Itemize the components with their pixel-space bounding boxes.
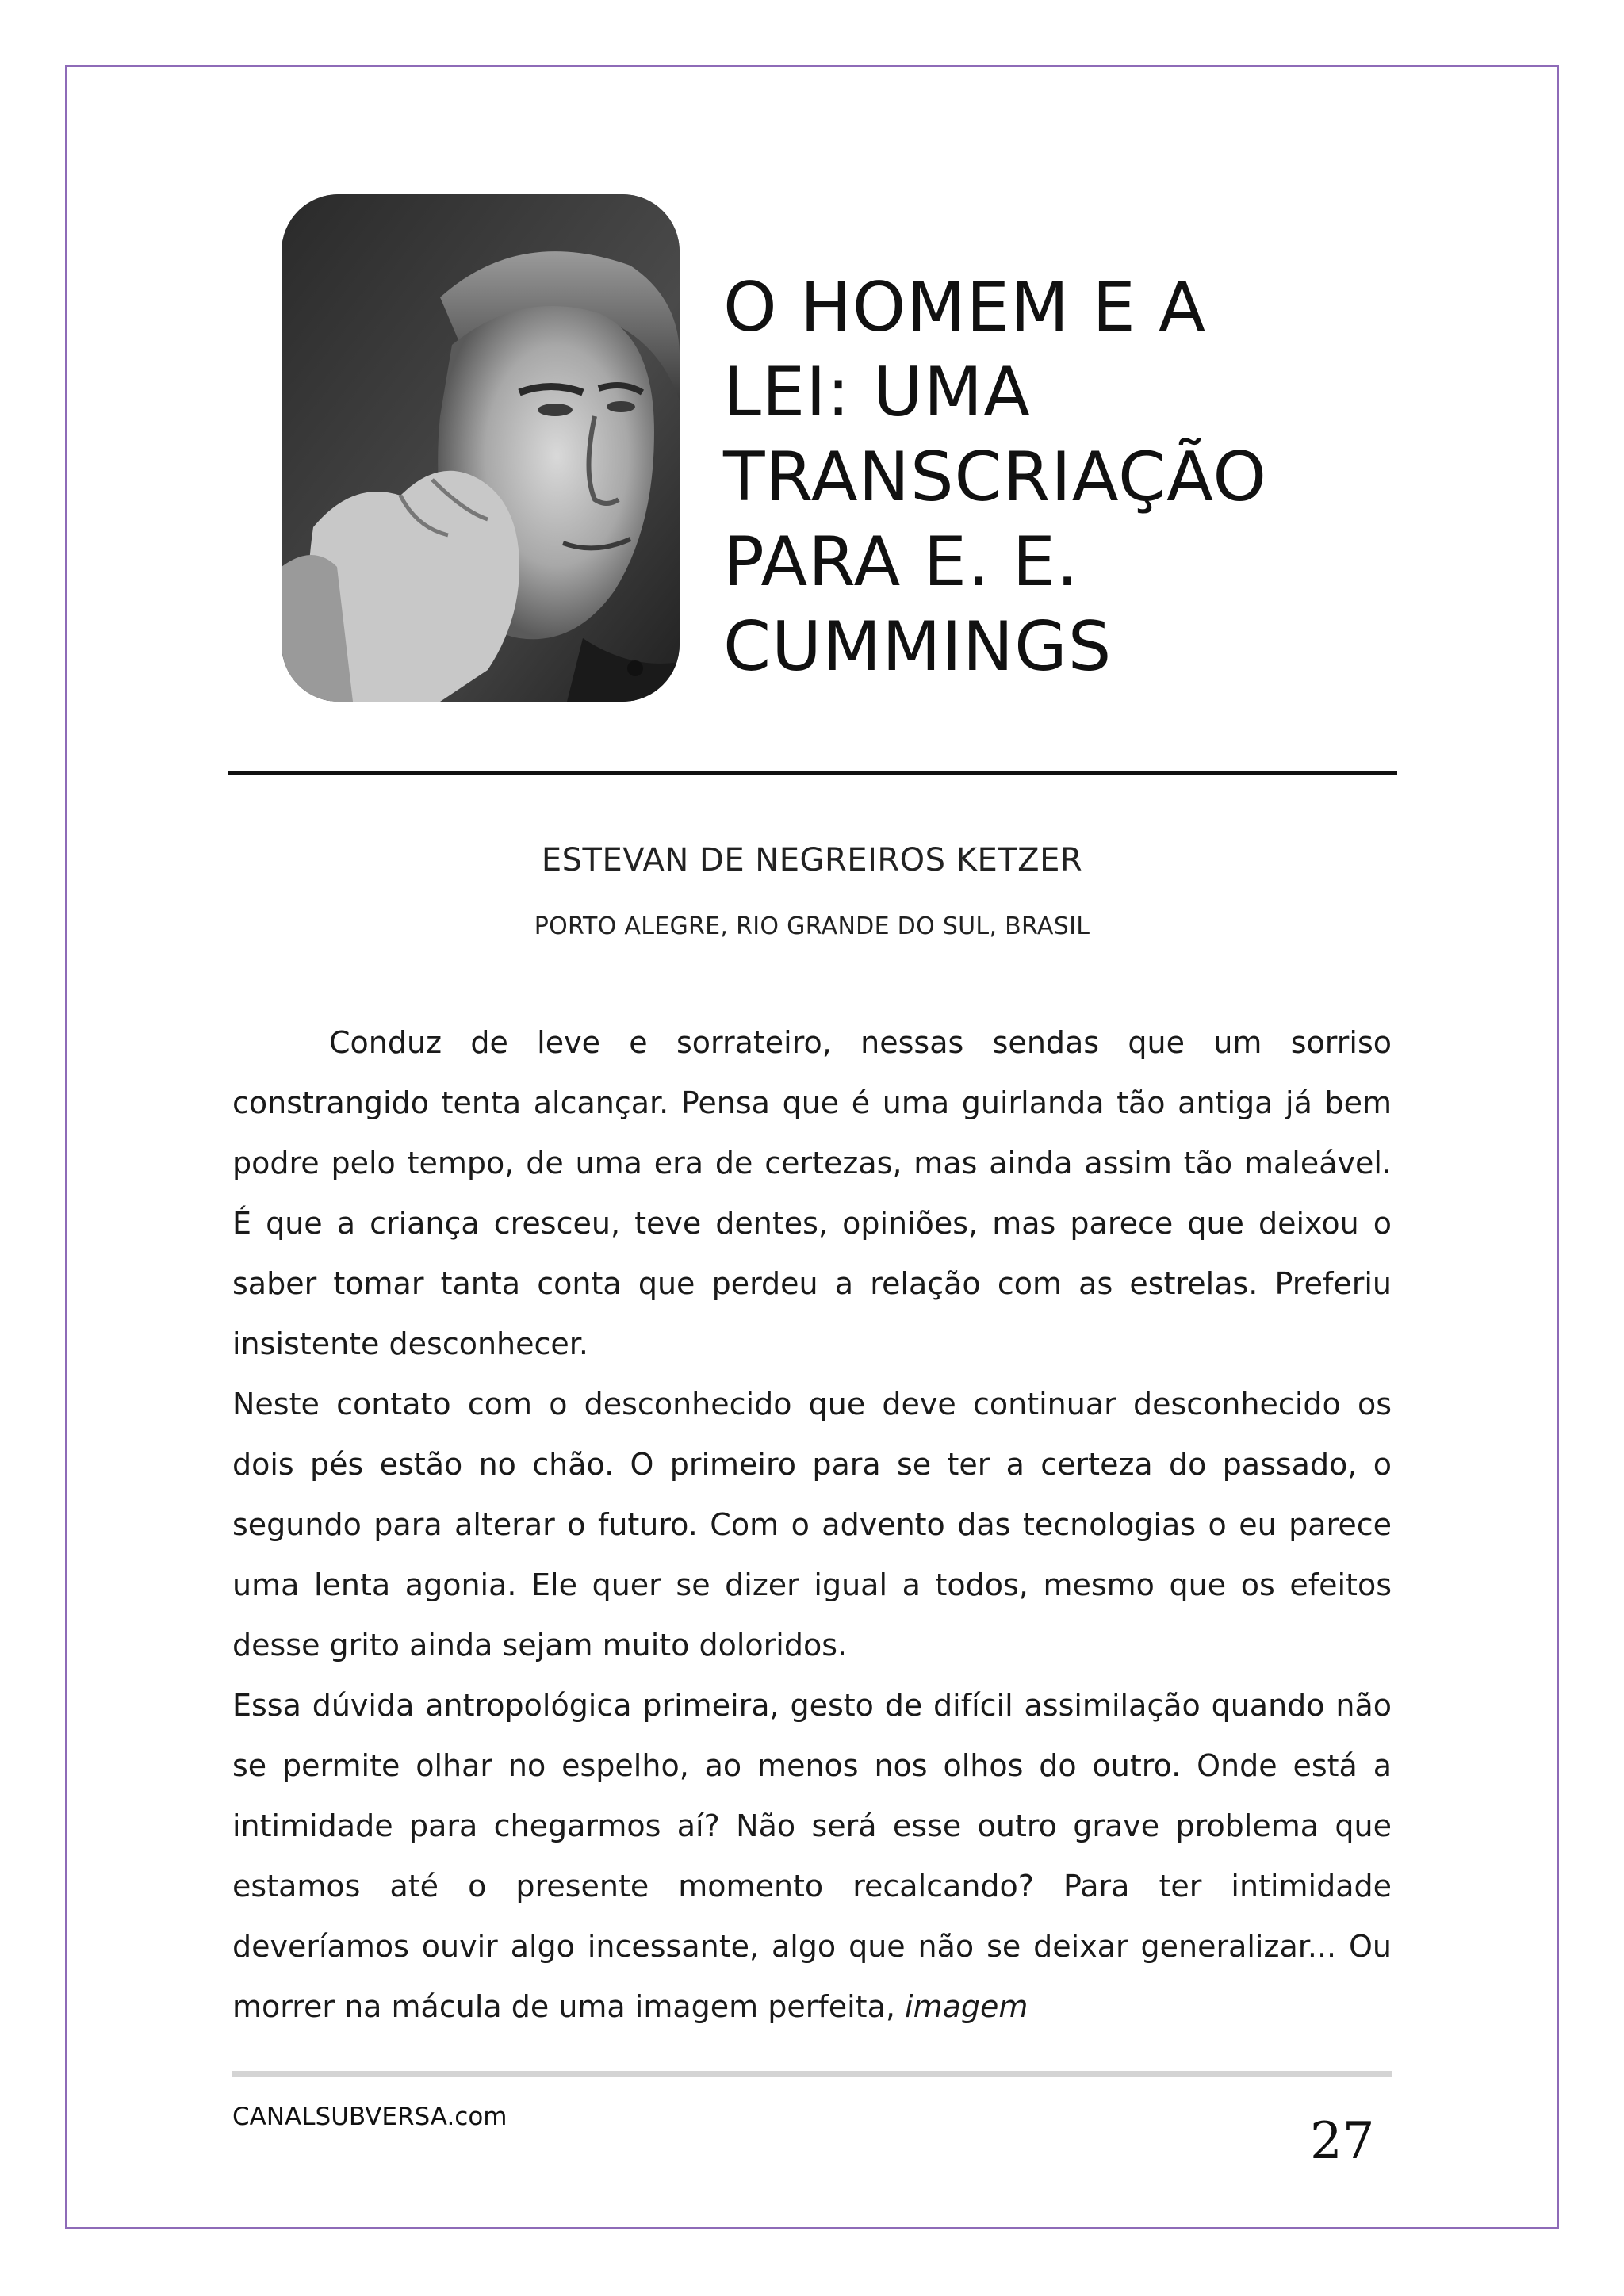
footer-divider	[232, 2071, 1392, 2077]
author-portrait-image	[282, 194, 680, 702]
page-number: 27	[1310, 2112, 1375, 2171]
article-body	[232, 1012, 1392, 2037]
italic-word: imagem	[905, 1989, 1028, 2024]
title-line: TRANSCRIAÇÃO	[723, 438, 1268, 517]
article-title	[723, 266, 1437, 690]
paragraph: Conduz de leve e sorrateiro, nessas sendas que um sorriso constrangido tenta alcançar. Pensa que é uma guirlanda tão antiga já bem podre pelo tempo, de uma era de certezas, mas ainda assim tão maleável. É que a criança cresceu, teve dentes, opiniões, mas parece que deixou o saber tomar tanta conta que perdeu a relação com as estrelas. Preferiu insistente desconhecer.	[232, 1025, 1392, 1361]
title-line: PARA E. E.	[723, 522, 1079, 602]
title-line: LEI: UMA	[723, 353, 1031, 432]
paragraph-text: Essa dúvida antropológica primeira, gesto de difícil assimilação quando não se permite olhar no espelho, ao menos nos olhos do outro. Onde está a intimidade para chegarmos aí? Não será esse outro grave problema que estamos até o presente momento recalcando? Para ter intimidade deveríamos ouvir algo incessante, algo que não se deixar generalizar... Ou morrer na mácula de uma imagem perfeita,	[232, 1688, 1392, 2024]
title-line: CUMMINGS	[723, 607, 1113, 687]
author-name: ESTEVAN DE NEGREIROS KETZER	[541, 842, 1083, 878]
title-divider	[228, 771, 1397, 775]
paragraph	[232, 1675, 1392, 2037]
footer-site-name: CANALSUBVERSA.com	[232, 2103, 508, 2131]
portrait-photo-icon	[282, 194, 680, 702]
title-line: O HOMEM E A	[723, 268, 1206, 347]
author-location: PORTO ALEGRE, RIO GRANDE DO SUL, BRASIL	[534, 913, 1090, 940]
paragraph: Neste contato com o desconhecido que deve continuar desconhecido os dois pés estão no chão. O primeiro para se ter a certeza do passado, o segundo para alterar o futuro. Com o advento das tecnologias o eu parece uma lenta agonia. Ele quer se dizer igual a todos, mesmo que os efeitos desse grito ainda sejam muito doloridos.	[232, 1387, 1392, 1663]
